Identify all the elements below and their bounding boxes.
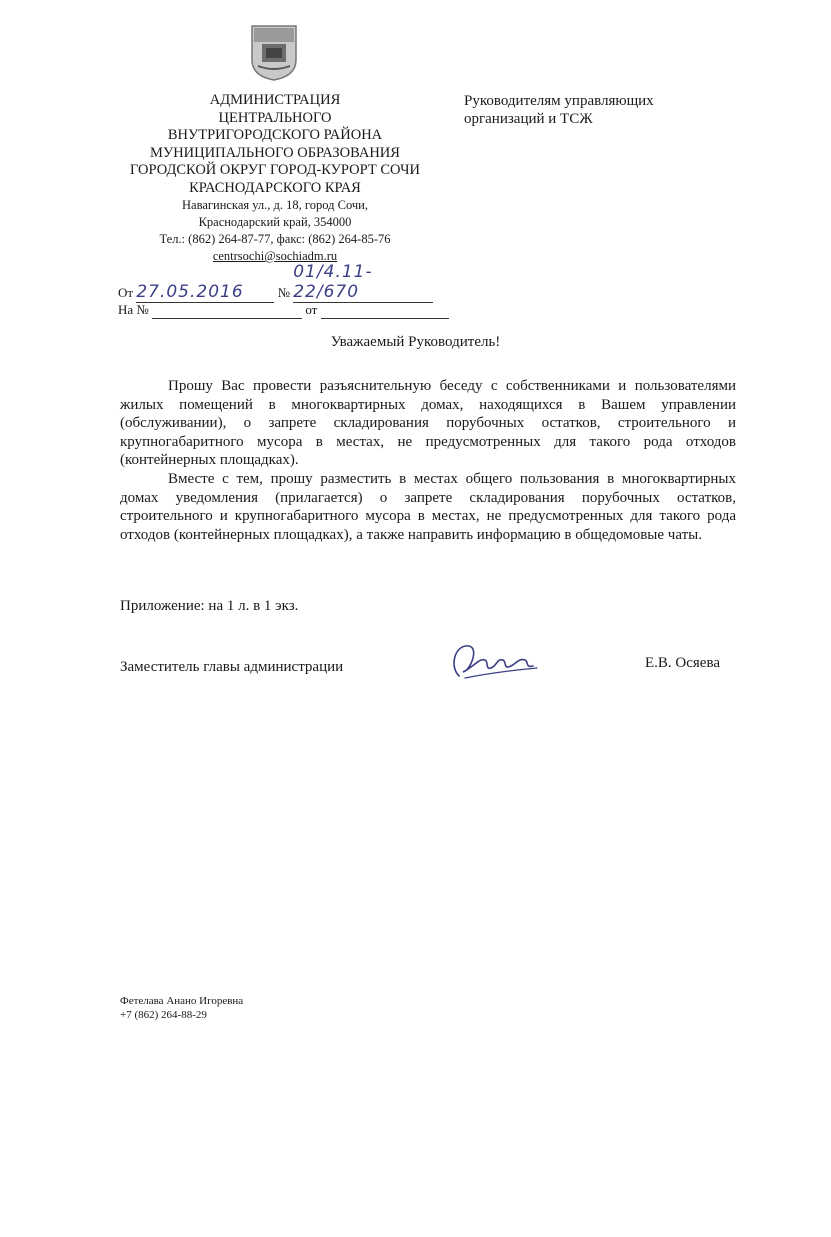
org-line: ВНУТРИГОРОДСКОГО РАЙОНА	[167, 127, 383, 143]
address-line: Навагинская ул., д. 18, город Сочи,	[182, 198, 368, 212]
number-field	[293, 262, 433, 303]
reply-date-label: от	[305, 302, 318, 317]
number-label: №	[277, 285, 290, 300]
handwritten-date: 27.05.2016	[136, 282, 244, 302]
reply-reference-line	[118, 302, 449, 319]
email-link[interactable]: centrsochi@sochiadm.ru	[212, 249, 338, 263]
date-field	[136, 282, 274, 303]
from-label: От	[118, 285, 134, 300]
body-paragraph: Прошу Вас провести разъяснительную беседу с собственниками и пользователями жилых помещений в многоквартирных домах, находящихся в Вашем управлении (обслуживании), о запрете складирования порубочных остатков, строительного и крупногабаритного мусора в местах, не предусмотренных для такого рода отходов (контейнерных площадках).	[120, 378, 736, 469]
handwritten-signature-icon	[445, 636, 545, 684]
executor-info	[120, 994, 243, 1022]
handwritten-number: 01/4.11-22/670	[293, 262, 373, 302]
salutation: Уважаемый Руководитель!	[330, 334, 501, 350]
recipient-block	[464, 92, 764, 128]
executor-name: Фетелава Анано Игоревна	[120, 995, 244, 1007]
recipient-line: Руководителям управляющих	[464, 93, 654, 109]
org-line: МУНИЦИПАЛЬНОГО ОБРАЗОВАНИЯ	[150, 144, 400, 161]
reply-number-field	[152, 302, 302, 319]
phone-fax-line: Тел.: (862) 264-87-77, факс: (862) 264-85-76	[159, 232, 391, 246]
body-paragraph: Вместе с тем, прошу разместить в местах общего пользования в многоквартирных домах уведомления (прилагается) о запрете складирования порубочных остатков, строительного и крупногабаритного мусора в местах, не предусмотренных для такого рода отходов (контейнерных площадках), а также направить информацию в общедомовые чаты.	[120, 470, 736, 543]
org-line: КРАСНОДАРСКОГО КРАЯ	[189, 179, 361, 196]
org-line: ГОРОДСКОЙ ОКРУГ ГОРОД-КУРОРТ СОЧИ	[129, 162, 420, 178]
reference-line	[118, 262, 433, 303]
letter-body	[120, 377, 736, 544]
recipient-line: организаций и ТСЖ	[464, 111, 593, 127]
signer-title: Заместитель главы администрации	[120, 659, 344, 675]
reply-date-field	[321, 302, 449, 319]
executor-phone: +7 (862) 264-88-29	[120, 1009, 207, 1021]
reply-to-label: На №	[118, 302, 149, 317]
signer-name: Е.В. Осяева	[645, 655, 721, 671]
org-line: АДМИНИСТРАЦИЯ	[209, 92, 341, 108]
attachment-note: Приложение: на 1 л. в 1 экз.	[120, 598, 299, 614]
address-line: Краснодарский край, 354000	[198, 215, 352, 229]
coat-of-arms-icon	[248, 22, 300, 82]
org-line: ЦЕНТРАЛЬНОГО	[218, 109, 332, 126]
organization-header	[100, 92, 450, 265]
